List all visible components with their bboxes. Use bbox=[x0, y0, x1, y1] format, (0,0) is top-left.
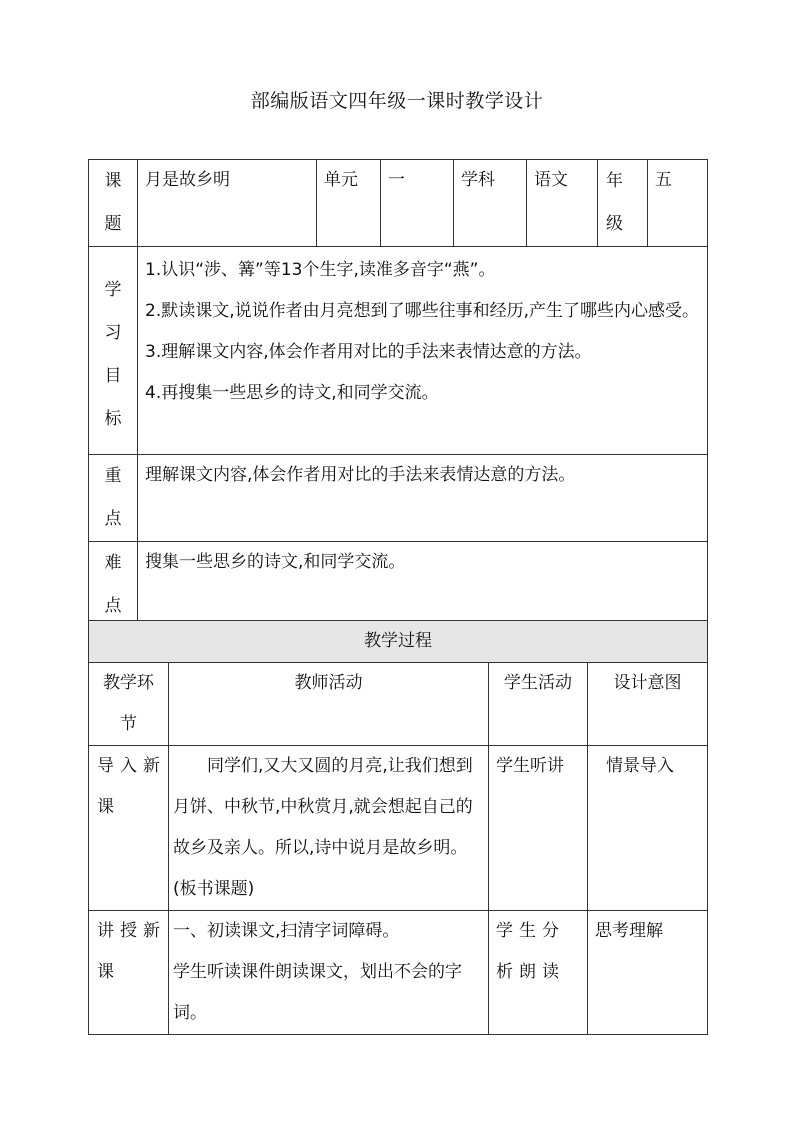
difficulty-row bbox=[89, 542, 708, 629]
key-point-label bbox=[89, 455, 138, 542]
column-teacher: 教师活动 bbox=[169, 663, 489, 746]
key-point-row bbox=[89, 455, 708, 542]
teacher-activity-cell: 同学们,又大又圆的月亮,让我们想到月饼、中秋节,中秋赏月,就会想起自己的故乡及亲人。所以,诗中说月是故乡明。(板书课题) bbox=[169, 746, 489, 911]
teacher-activity-line: 一、初读课文,扫清字词障碍。 bbox=[173, 921, 400, 941]
difficulty-text: 搜集一些思乡的诗文,和同学交流。 bbox=[138, 542, 708, 629]
design-intent-cell: 思考理解 bbox=[588, 911, 708, 1035]
objectives-label-char-4: 标 bbox=[104, 409, 122, 429]
key-point-text: 理解课文内容,体会作者用对比的手法来表情达意的方法。 bbox=[138, 455, 708, 542]
key-point-label-char-1: 重 bbox=[104, 466, 122, 486]
difficulty-label-char-1: 难 bbox=[104, 553, 122, 573]
grade-value: 五 bbox=[648, 160, 708, 247]
grade-label-char-2: 级 bbox=[606, 214, 623, 234]
objectives-content bbox=[138, 247, 708, 455]
objectives-row bbox=[89, 247, 708, 455]
process-row bbox=[89, 911, 708, 1035]
process-header: 教学过程 bbox=[89, 621, 708, 663]
key-point-label-char-2: 点 bbox=[104, 509, 122, 529]
grade-label bbox=[598, 160, 648, 247]
objective-item: 4.再搜集一些思乡的诗文,和同学交流。 bbox=[145, 383, 439, 403]
objectives-label-char-1: 学 bbox=[104, 280, 122, 300]
objective-item: 1.认识“涉、篝”等13个生字,读准多音字“燕”。 bbox=[145, 260, 496, 280]
process-header-row bbox=[89, 621, 708, 663]
unit-label: 单元 bbox=[317, 160, 381, 247]
teacher-activity-line: 学生听读课件朗读课文，划出不会的字词。 bbox=[173, 962, 462, 1023]
column-stage: 教学环节 bbox=[89, 663, 169, 746]
teacher-activity-cell bbox=[169, 911, 489, 1035]
teaching-process-table bbox=[88, 620, 708, 1035]
topic-label-char-1: 课 bbox=[104, 171, 122, 191]
topic-label-char-2: 题 bbox=[104, 214, 122, 234]
objectives-label bbox=[89, 247, 138, 455]
topic-label bbox=[89, 160, 138, 247]
document-title: 部编版语文四年级一课时教学设计 bbox=[250, 90, 544, 112]
process-row bbox=[89, 746, 708, 911]
student-activity-cell: 学生听讲 bbox=[489, 746, 588, 911]
design-intent-cell: 情景导入 bbox=[588, 746, 708, 911]
stage-cell: 导入新课 bbox=[89, 746, 169, 911]
lesson-info-table bbox=[88, 159, 708, 629]
difficulty-label-char-2: 点 bbox=[104, 596, 122, 616]
grade-label-char-1: 年 bbox=[606, 171, 623, 191]
column-intent: 设计意图 bbox=[588, 663, 708, 746]
stage-cell: 讲授新课 bbox=[89, 911, 169, 1035]
subject-label: 学科 bbox=[454, 160, 527, 247]
column-student: 学生活动 bbox=[489, 663, 588, 746]
process-columns-row bbox=[89, 663, 708, 746]
difficulty-label bbox=[89, 542, 138, 629]
topic-value: 月是故乡明 bbox=[138, 160, 317, 247]
topic-row bbox=[89, 160, 708, 247]
student-activity-cell: 学生分析朗读 bbox=[489, 911, 588, 1035]
unit-value: 一 bbox=[381, 160, 454, 247]
objective-item: 3.理解课文内容,体会作者用对比的手法来表情达意的方法。 bbox=[145, 342, 592, 362]
objective-item: 2.默读课文,说说作者由月亮想到了哪些往事和经历,产生了哪些内心感受。 bbox=[145, 301, 700, 321]
objectives-label-char-3: 目 bbox=[104, 366, 122, 386]
objectives-label-char-2: 习 bbox=[104, 323, 122, 343]
subject-value: 语文 bbox=[527, 160, 598, 247]
